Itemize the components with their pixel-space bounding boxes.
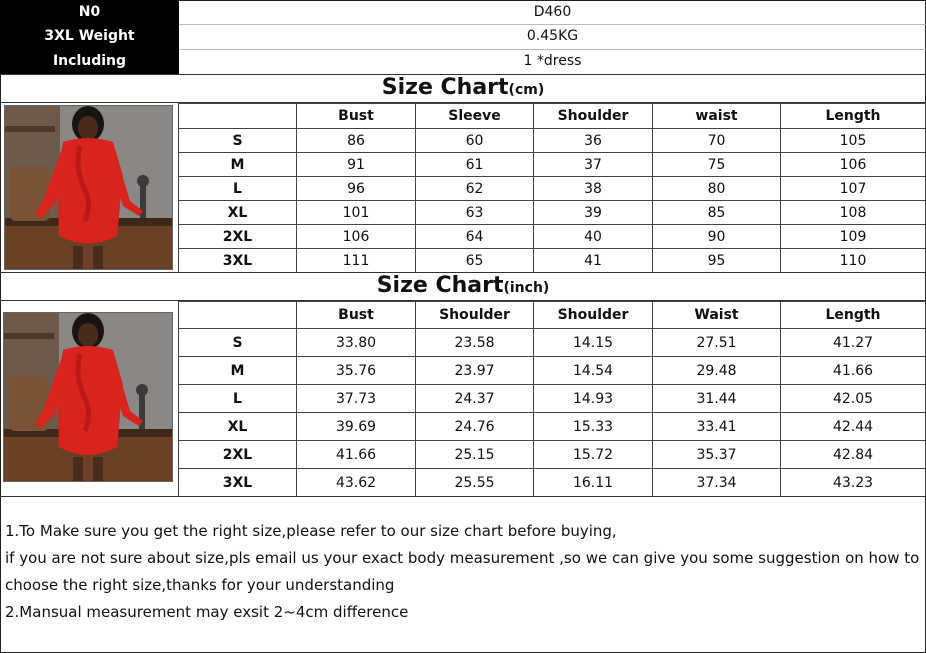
table-cell: 110 bbox=[781, 249, 926, 273]
table-row bbox=[179, 441, 926, 469]
header-label-including: Including bbox=[52, 53, 127, 69]
size-table-cm bbox=[178, 103, 926, 273]
size-label: XL bbox=[179, 413, 297, 441]
table-row bbox=[179, 469, 926, 497]
size-table-inch bbox=[178, 301, 926, 497]
column-header: waist bbox=[653, 104, 781, 129]
table-row bbox=[179, 413, 926, 441]
size-label: 2XL bbox=[179, 441, 297, 469]
table-cell: 42.44 bbox=[781, 413, 926, 441]
header-value-model: D460 bbox=[533, 4, 572, 20]
header-label-n0: N0 bbox=[78, 4, 101, 20]
header-divider bbox=[179, 49, 926, 50]
note-line: 1.To Make sure you get the right size,please refer to our size chart before buying, bbox=[5, 522, 617, 540]
table-cell: 75 bbox=[653, 153, 781, 177]
column-header bbox=[179, 104, 297, 129]
table-cell: 38 bbox=[534, 177, 653, 201]
table-cell: 85 bbox=[653, 201, 781, 225]
note-line: 2.Mansual measurement may exsit 2~4cm difference bbox=[5, 603, 409, 621]
table-cell: 101 bbox=[297, 201, 416, 225]
table-cell: 15.72 bbox=[534, 441, 653, 469]
table-row bbox=[179, 357, 926, 385]
table-row bbox=[179, 129, 926, 153]
table-cell: 43.23 bbox=[781, 469, 926, 497]
note-line: choose the right size,thanks for your understanding bbox=[5, 576, 395, 594]
table-cell: 42.05 bbox=[781, 385, 926, 413]
size-label: XL bbox=[179, 201, 297, 225]
table-cell: 39.69 bbox=[297, 413, 416, 441]
table-cell: 36 bbox=[534, 129, 653, 153]
table-cell: 24.37 bbox=[416, 385, 534, 413]
table-cell: 80 bbox=[653, 177, 781, 201]
header-value-weight: 0.45KG bbox=[526, 28, 579, 44]
table-cell: 14.54 bbox=[534, 357, 653, 385]
size-label: L bbox=[179, 385, 297, 413]
size-label: 3XL bbox=[179, 249, 297, 273]
table-cell: 39 bbox=[534, 201, 653, 225]
table-cell: 86 bbox=[297, 129, 416, 153]
note-line: if you are not sure about size,pls email us your exact body measurement ,so we can give you some suggestion on how to bbox=[5, 549, 920, 567]
table-cell: 41.27 bbox=[781, 329, 926, 357]
table-cell: 70 bbox=[653, 129, 781, 153]
table-row bbox=[179, 385, 926, 413]
table-row bbox=[179, 153, 926, 177]
header-divider bbox=[179, 24, 926, 25]
size-label: 2XL bbox=[179, 225, 297, 249]
column-header: Shoulder bbox=[534, 104, 653, 129]
model-photo-icon bbox=[3, 312, 173, 482]
column-header: Waist bbox=[653, 302, 781, 329]
table-cell: 35.76 bbox=[297, 357, 416, 385]
table-cell: 41.66 bbox=[297, 441, 416, 469]
table-cell: 106 bbox=[297, 225, 416, 249]
table-cell: 111 bbox=[297, 249, 416, 273]
table-cell: 14.93 bbox=[534, 385, 653, 413]
table-cell: 37.34 bbox=[653, 469, 781, 497]
table-header-row bbox=[179, 302, 926, 329]
table-header-row bbox=[179, 104, 926, 129]
column-header: Shoulder bbox=[534, 302, 653, 329]
table-cell: 43.62 bbox=[297, 469, 416, 497]
size-chart-cm-title: Size Chart(cm) bbox=[381, 75, 545, 100]
header-label-weight: 3XL Weight bbox=[44, 28, 135, 44]
table-row bbox=[179, 249, 926, 273]
table-cell: 37.73 bbox=[297, 385, 416, 413]
table-cell: 14.15 bbox=[534, 329, 653, 357]
size-label: M bbox=[179, 153, 297, 177]
table-row bbox=[179, 201, 926, 225]
table-cell: 41.66 bbox=[781, 357, 926, 385]
table-row bbox=[179, 177, 926, 201]
table-row bbox=[179, 329, 926, 357]
table-cell: 40 bbox=[534, 225, 653, 249]
table-cell: 41 bbox=[534, 249, 653, 273]
size-chart-inch-title: Size Chart(inch) bbox=[376, 273, 550, 298]
header-value-including: 1 *dress bbox=[523, 53, 582, 69]
table-cell: 37 bbox=[534, 153, 653, 177]
table-cell: 33.41 bbox=[653, 413, 781, 441]
table-cell: 91 bbox=[297, 153, 416, 177]
column-header: Bust bbox=[297, 302, 416, 329]
table-cell: 95 bbox=[653, 249, 781, 273]
size-label: M bbox=[179, 357, 297, 385]
column-header: Length bbox=[781, 302, 926, 329]
size-notes bbox=[5, 518, 920, 626]
table-cell: 23.58 bbox=[416, 329, 534, 357]
table-cell: 64 bbox=[416, 225, 534, 249]
table-cell: 107 bbox=[781, 177, 926, 201]
model-photo-icon bbox=[4, 105, 173, 270]
column-header: Sleeve bbox=[416, 104, 534, 129]
table-cell: 105 bbox=[781, 129, 926, 153]
table-cell: 27.51 bbox=[653, 329, 781, 357]
size-label: S bbox=[179, 129, 297, 153]
table-cell: 96 bbox=[297, 177, 416, 201]
table-cell: 65 bbox=[416, 249, 534, 273]
table-cell: 63 bbox=[416, 201, 534, 225]
column-header: Length bbox=[781, 104, 926, 129]
table-cell: 31.44 bbox=[653, 385, 781, 413]
table-cell: 90 bbox=[653, 225, 781, 249]
table-cell: 24.76 bbox=[416, 413, 534, 441]
column-header bbox=[179, 302, 297, 329]
table-cell: 35.37 bbox=[653, 441, 781, 469]
table-row bbox=[179, 225, 926, 249]
table-cell: 42.84 bbox=[781, 441, 926, 469]
size-label: L bbox=[179, 177, 297, 201]
section-rule bbox=[0, 496, 926, 497]
table-cell: 33.80 bbox=[297, 329, 416, 357]
table-cell: 109 bbox=[781, 225, 926, 249]
table-cell: 23.97 bbox=[416, 357, 534, 385]
table-cell: 16.11 bbox=[534, 469, 653, 497]
table-cell: 15.33 bbox=[534, 413, 653, 441]
table-cell: 29.48 bbox=[653, 357, 781, 385]
table-cell: 106 bbox=[781, 153, 926, 177]
table-cell: 108 bbox=[781, 201, 926, 225]
size-label: S bbox=[179, 329, 297, 357]
size-label: 3XL bbox=[179, 469, 297, 497]
table-cell: 25.15 bbox=[416, 441, 534, 469]
table-cell: 25.55 bbox=[416, 469, 534, 497]
table-cell: 60 bbox=[416, 129, 534, 153]
table-cell: 62 bbox=[416, 177, 534, 201]
column-header: Bust bbox=[297, 104, 416, 129]
table-cell: 61 bbox=[416, 153, 534, 177]
column-header: Shoulder bbox=[416, 302, 534, 329]
